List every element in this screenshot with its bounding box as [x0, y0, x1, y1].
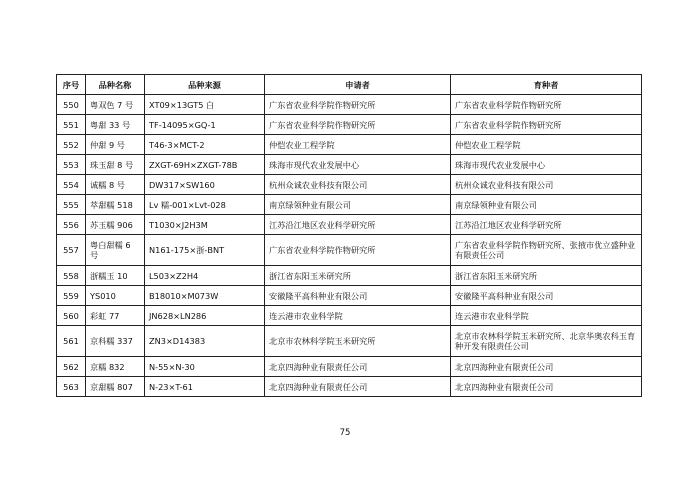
- table-row: [57, 195, 642, 215]
- table-row: [57, 326, 642, 357]
- cell-variety-name: 粤甜 33 号: [86, 115, 145, 135]
- cell-variety-source: ZXGT-69H×ZXGT-78B: [145, 155, 265, 175]
- page-number: 75: [339, 428, 351, 438]
- header-variety-source: 品种来源: [145, 75, 265, 95]
- cell-variety-name: 粤双色 7 号: [86, 95, 145, 115]
- cell-serial-number: 559: [57, 286, 86, 306]
- cell-variety-source: N-55×N-30: [145, 357, 265, 377]
- table-row: [57, 306, 642, 326]
- cell-serial-number: 563: [57, 377, 86, 397]
- cell-breeder: 广东省农业科学院作物研究所、张掖市优立盛种业有限责任公司: [451, 235, 642, 266]
- cell-variety-source: L503×Z2H4: [145, 266, 265, 286]
- cell-serial-number: 555: [57, 195, 86, 215]
- cell-breeder: 北京市农林科学院玉米研究所、北京华奥农科玉育种开发有限责任公司: [451, 326, 642, 357]
- cell-breeder: 北京四海种业有限责任公司: [451, 377, 642, 397]
- table-row: [57, 235, 642, 266]
- cell-variety-source: DW317×SW160: [145, 175, 265, 195]
- cell-applicant: 广东省农业科学院作物研究所: [265, 95, 451, 115]
- cell-variety-name: 萃甜糯 518: [86, 195, 145, 215]
- cell-applicant: 广东省农业科学院作物研究所: [265, 235, 451, 266]
- cell-variety-name: YS010: [86, 286, 145, 306]
- cell-serial-number: 554: [57, 175, 86, 195]
- cell-applicant: 南京绿领种业有限公司: [265, 195, 451, 215]
- cell-breeder: 杭州众诚农业科技有限公司: [451, 175, 642, 195]
- cell-applicant: 北京市农林科学院玉米研究所: [265, 326, 451, 357]
- cell-variety-source: N-23×T-61: [145, 377, 265, 397]
- table-header-row: [57, 75, 642, 95]
- cell-serial-number: 556: [57, 215, 86, 235]
- cell-applicant: 仲恺农业工程学院: [265, 135, 451, 155]
- cell-variety-source: N161-175×浙-BNT: [145, 235, 265, 266]
- cell-breeder: 南京绿领种业有限公司: [451, 195, 642, 215]
- cell-variety-name: 浙糯玉 10: [86, 266, 145, 286]
- table-row: [57, 286, 642, 306]
- cell-variety-source: Lv 糯-001×Lvt-028: [145, 195, 265, 215]
- header-serial-number: 序号: [57, 75, 86, 95]
- cell-variety-name: 苏玉糯 906: [86, 215, 145, 235]
- cell-breeder: 广东省农业科学院作物研究所: [451, 95, 642, 115]
- cell-variety-name: 彩虹 77: [86, 306, 145, 326]
- cell-serial-number: 552: [57, 135, 86, 155]
- table-row: [57, 155, 642, 175]
- table-row: [57, 135, 642, 155]
- cell-serial-number: 562: [57, 357, 86, 377]
- cell-serial-number: 558: [57, 266, 86, 286]
- cell-variety-source: JN628×LN286: [145, 306, 265, 326]
- variety-table: [56, 74, 642, 397]
- cell-breeder: 广东省农业科学院作物研究所: [451, 115, 642, 135]
- cell-breeder: 浙江省东阳玉米研究所: [451, 266, 642, 286]
- cell-breeder: 北京四海种业有限责任公司: [451, 357, 642, 377]
- cell-variety-name: 京甜糯 807: [86, 377, 145, 397]
- header-variety-name: 品种名称: [86, 75, 145, 95]
- cell-serial-number: 551: [57, 115, 86, 135]
- cell-variety-name: 诚糯 8 号: [86, 175, 145, 195]
- cell-serial-number: 550: [57, 95, 86, 115]
- cell-applicant: 浙江省东阳玉米研究所: [265, 266, 451, 286]
- cell-serial-number: 553: [57, 155, 86, 175]
- cell-applicant: 广东省农业科学院作物研究所: [265, 115, 451, 135]
- cell-breeder: 江苏沿江地区农业科学研究所: [451, 215, 642, 235]
- cell-breeder: 连云港市农业科学院: [451, 306, 642, 326]
- cell-applicant: 江苏沿江地区农业科学研究所: [265, 215, 451, 235]
- cell-variety-source: T46-3×MCT-2: [145, 135, 265, 155]
- cell-applicant: 北京四海种业有限责任公司: [265, 357, 451, 377]
- cell-variety-name: 珠玉甜 8 号: [86, 155, 145, 175]
- table-row: [57, 115, 642, 135]
- cell-variety-source: TF-14095×GQ-1: [145, 115, 265, 135]
- table-row: [57, 266, 642, 286]
- table-row: [57, 357, 642, 377]
- header-breeder: 育种者: [451, 75, 642, 95]
- cell-variety-source: XT09×13GT5 白: [145, 95, 265, 115]
- cell-variety-source: T1030×J2H3M: [145, 215, 265, 235]
- cell-variety-name: 粤白甜糯 6 号: [86, 235, 145, 266]
- cell-serial-number: 557: [57, 235, 86, 266]
- header-applicant: 申请者: [265, 75, 451, 95]
- cell-breeder: 安徽隆平高科种业有限公司: [451, 286, 642, 306]
- cell-variety-name: 仲甜 9 号: [86, 135, 145, 155]
- table-row: [57, 175, 642, 195]
- cell-applicant: 珠海市现代农业发展中心: [265, 155, 451, 175]
- cell-applicant: 安徽隆平高科种业有限公司: [265, 286, 451, 306]
- cell-applicant: 北京四海种业有限责任公司: [265, 377, 451, 397]
- cell-applicant: 连云港市农业科学院: [265, 306, 451, 326]
- table-row: [57, 215, 642, 235]
- cell-variety-name: 京糯 832: [86, 357, 145, 377]
- cell-variety-name: 京科糯 337: [86, 326, 145, 357]
- cell-breeder: 仲恺农业工程学院: [451, 135, 642, 155]
- cell-breeder: 珠海市现代农业发展中心: [451, 155, 642, 175]
- table-row: [57, 377, 642, 397]
- cell-applicant: 杭州众诚农业科技有限公司: [265, 175, 451, 195]
- cell-serial-number: 561: [57, 326, 86, 357]
- cell-serial-number: 560: [57, 306, 86, 326]
- cell-variety-source: ZN3×D14383: [145, 326, 265, 357]
- table-row: [57, 95, 642, 115]
- cell-variety-source: B18010×M073W: [145, 286, 265, 306]
